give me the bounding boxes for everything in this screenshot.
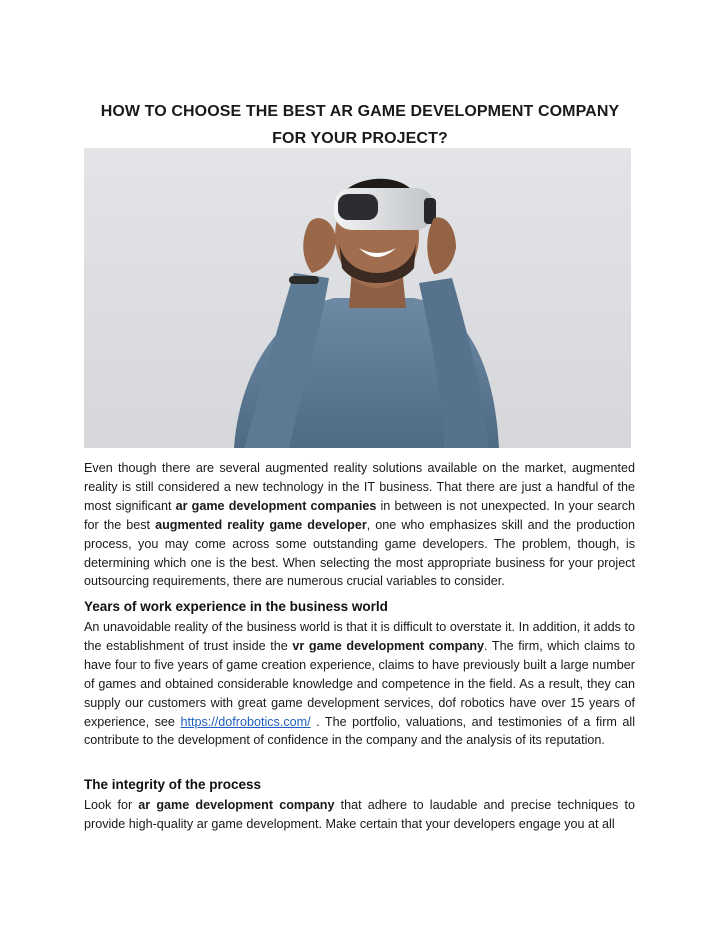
- vr-man-illustration: [84, 148, 631, 448]
- experience-paragraph: An unavoidable reality of the business world is that it is difficult to overstate it. In addition, it adds to the establishment of trust inside the vr game development company. The firm, which claims to have four to five years of game creation experience, claims to have previously built a large number of games and obtained considerable knowledge and competence in the field. As a result, they can supply our customers with great game development services, dof robotics have over 15 years of experience, see https://dofrobotics.com/ . The portfolio, valuations, and testimonies of a firm all contribute to the development of confidence in the company and the analysis of its reputation.: [84, 620, 635, 748]
- integrity-paragraph: Look for ar game development company that adhere to laudable and precise techniques to provide high-quality ar game development. Make certain that your developers engage you at all: [84, 798, 635, 831]
- section-heading-integrity: The integrity of the process: [84, 777, 262, 792]
- dofrobotics-link[interactable]: https://dofrobotics.com/: [180, 714, 311, 729]
- hero-image: [84, 148, 631, 448]
- intro-paragraph: Even though there are several augmented reality solutions available on the market, augmented reality is still considered a new technology in the IT business. That there are just a handful of the most significant ar game development companies in between is not unexpected. In your search for the best augmented reality game developer, one who emphasizes skill and the production process, you may come across some outstanding game developers. The problem, though, is determining which one is the best. When selecting the most appropriate business for your project outsourcing requirements, there are numerous crucial variables to consider.: [84, 461, 636, 589]
- page-title: HOW TO CHOOSE THE BEST AR GAME DEVELOPMENT COMPANY FOR YOUR PROJECT?: [100, 103, 620, 147]
- section-heading-experience: Years of work experience in the business world: [84, 599, 388, 614]
- bold-phrase: augmented reality game developer: [155, 517, 367, 532]
- bold-phrase: ar game development companies: [175, 498, 377, 513]
- bold-phrase: ar game development company: [138, 798, 335, 812]
- bold-phrase: vr game development company: [292, 638, 485, 653]
